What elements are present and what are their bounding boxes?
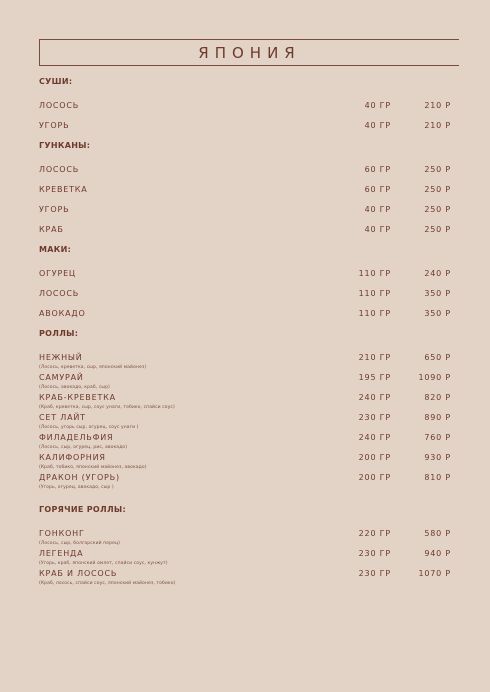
section-heading: РОЛЛЫ: bbox=[39, 329, 79, 338]
item-price: 650 Р bbox=[424, 353, 451, 362]
item-price: 890 Р bbox=[424, 413, 451, 422]
section-heading: СУШИ: bbox=[39, 77, 73, 86]
item-name: КРЕВЕТКА bbox=[39, 185, 88, 194]
item-name: УГОРЬ bbox=[39, 205, 70, 214]
menu-item bbox=[39, 164, 451, 176]
item-price: 580 Р bbox=[424, 529, 451, 538]
item-name: КАЛИФОРНИЯ bbox=[39, 453, 106, 462]
item-price: 250 Р bbox=[424, 165, 451, 174]
item-weight: 220 ГР bbox=[358, 529, 391, 538]
item-price: 210 Р bbox=[424, 121, 451, 130]
menu-item bbox=[39, 432, 451, 444]
item-weight: 110 ГР bbox=[358, 289, 391, 298]
menu-item bbox=[39, 120, 451, 132]
menu-item bbox=[39, 100, 451, 112]
item-weight: 200 ГР bbox=[358, 453, 391, 462]
item-weight: 60 ГР bbox=[364, 185, 391, 194]
item-weight: 60 ГР bbox=[364, 165, 391, 174]
item-weight: 210 ГР bbox=[358, 353, 391, 362]
menu-item bbox=[39, 288, 451, 300]
item-name: ФИЛАДЕЛЬФИЯ bbox=[39, 433, 114, 442]
menu-item bbox=[39, 568, 451, 580]
item-description: (Краб, тобико, японский майонез, авокадо) bbox=[39, 465, 147, 470]
item-price: 350 Р bbox=[424, 289, 451, 298]
item-price: 760 Р bbox=[424, 433, 451, 442]
item-name: ЛОСОСЬ bbox=[39, 101, 80, 110]
item-description: (Лосось, авокадо, краб, сыр) bbox=[39, 385, 110, 390]
menu-item bbox=[39, 372, 451, 384]
item-name: УГОРЬ bbox=[39, 121, 70, 130]
menu-item bbox=[39, 352, 451, 364]
item-price: 940 Р bbox=[424, 549, 451, 558]
item-description: (Краб, креветка, сыр, соус унаги, тобико, спайси соус) bbox=[39, 405, 175, 410]
item-weight: 195 ГР bbox=[358, 373, 391, 382]
item-name: ОГУРЕЦ bbox=[39, 269, 76, 278]
item-weight: 40 ГР bbox=[364, 121, 391, 130]
item-weight: 240 ГР bbox=[358, 393, 391, 402]
section-heading: МАКИ: bbox=[39, 245, 72, 254]
item-name: СЕТ ЛАЙТ bbox=[39, 413, 86, 422]
item-description: (Лосось, угорь сыр, огурец, соус унаги ) bbox=[39, 425, 139, 430]
menu-item bbox=[39, 452, 451, 464]
item-weight: 200 ГР bbox=[358, 473, 391, 482]
item-weight: 40 ГР bbox=[364, 205, 391, 214]
item-name: КРАБ bbox=[39, 225, 64, 234]
item-description: (Лосось, сыр, болгарский перец) bbox=[39, 541, 120, 546]
item-weight: 230 ГР bbox=[358, 569, 391, 578]
menu-item bbox=[39, 184, 451, 196]
menu-item bbox=[39, 392, 451, 404]
item-name: САМУРАЙ bbox=[39, 373, 84, 382]
item-price: 350 Р bbox=[424, 309, 451, 318]
item-name: КРАБ-КРЕВЕТКА bbox=[39, 393, 116, 402]
item-weight: 230 ГР bbox=[358, 413, 391, 422]
section-heading: ГОРЯЧИЕ РОЛЛЫ: bbox=[39, 505, 126, 514]
item-price: 820 Р bbox=[424, 393, 451, 402]
item-name: ЛЕГЕНДА bbox=[39, 549, 84, 558]
title-frame bbox=[39, 39, 459, 66]
item-price: 210 Р bbox=[424, 101, 451, 110]
menu-item bbox=[39, 528, 451, 540]
item-price: 1070 Р bbox=[418, 569, 451, 578]
item-price: 240 Р bbox=[424, 269, 451, 278]
item-weight: 110 ГР bbox=[358, 269, 391, 278]
menu-item bbox=[39, 204, 451, 216]
menu-item bbox=[39, 308, 451, 320]
page-title: ЯПОНИЯ bbox=[198, 44, 301, 62]
item-name: КРАБ И ЛОСОСЬ bbox=[39, 569, 118, 578]
item-description: (Лосось, креветка, сыр, японский майонез) bbox=[39, 365, 147, 370]
item-price: 1090 Р bbox=[418, 373, 451, 382]
menu-item bbox=[39, 472, 451, 484]
item-weight: 40 ГР bbox=[364, 101, 391, 110]
item-price: 250 Р bbox=[424, 225, 451, 234]
item-name: НЕЖНЫЙ bbox=[39, 353, 83, 362]
item-weight: 110 ГР bbox=[358, 309, 391, 318]
item-description: (Краб, лосось, спайси соус, японский майонез, тобико) bbox=[39, 581, 176, 586]
item-price: 250 Р bbox=[424, 205, 451, 214]
item-price: 930 Р bbox=[424, 453, 451, 462]
item-name: ЛОСОСЬ bbox=[39, 289, 80, 298]
item-name: ГОНКОНГ bbox=[39, 529, 85, 538]
item-description: (Угорь, краб, японский омлет, спайси соус, кунжут) bbox=[39, 561, 168, 566]
menu-item bbox=[39, 548, 451, 560]
item-weight: 40 ГР bbox=[364, 225, 391, 234]
menu bbox=[39, 76, 451, 588]
item-description: (Лосось, сыр, огурец, рис, авокадо) bbox=[39, 445, 128, 450]
section-heading: ГУНКАНЫ: bbox=[39, 141, 91, 150]
item-weight: 230 ГР bbox=[358, 549, 391, 558]
item-description: (Угорь, огурец, авокадо, сыр ) bbox=[39, 485, 114, 490]
item-price: 250 Р bbox=[424, 185, 451, 194]
menu-item bbox=[39, 412, 451, 424]
item-weight: 240 ГР bbox=[358, 433, 391, 442]
menu-item bbox=[39, 224, 451, 236]
menu-item bbox=[39, 268, 451, 280]
item-name: ЛОСОСЬ bbox=[39, 165, 80, 174]
item-price: 810 Р bbox=[424, 473, 451, 482]
item-name: АВОКАДО bbox=[39, 309, 86, 318]
item-name: ДРАКОН (УГОРЬ) bbox=[39, 473, 120, 482]
